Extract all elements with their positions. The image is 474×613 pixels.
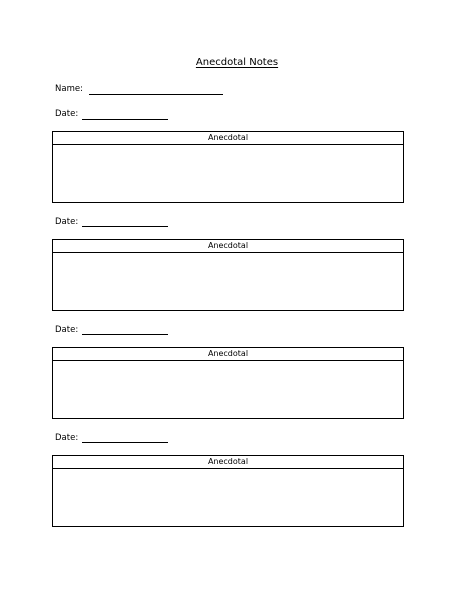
name-field-line[interactable] — [89, 94, 223, 95]
date-field-line[interactable] — [82, 119, 168, 120]
date-field-line[interactable] — [82, 442, 168, 443]
date-label: Date: — [55, 325, 79, 335]
anecdotal-box-header: Anecdotal — [53, 132, 403, 145]
anecdotal-box — [52, 239, 404, 311]
anecdotal-box — [52, 347, 404, 419]
page-title — [0, 56, 474, 69]
date-label: Date: — [55, 433, 79, 443]
anecdotal-box — [52, 131, 404, 203]
date-field-line[interactable] — [82, 334, 168, 335]
anecdotal-box-header: Anecdotal — [53, 240, 403, 253]
anecdotal-box — [52, 455, 404, 527]
name-label: Name: — [55, 84, 83, 94]
date-label: Date: — [55, 217, 79, 227]
date-label: Date: — [55, 109, 79, 119]
page-title-text: Anecdotal Notes — [195, 57, 279, 68]
anecdotal-box-header: Anecdotal — [53, 456, 403, 469]
date-field-line[interactable] — [82, 226, 168, 227]
anecdotal-box-header: Anecdotal — [53, 348, 403, 361]
